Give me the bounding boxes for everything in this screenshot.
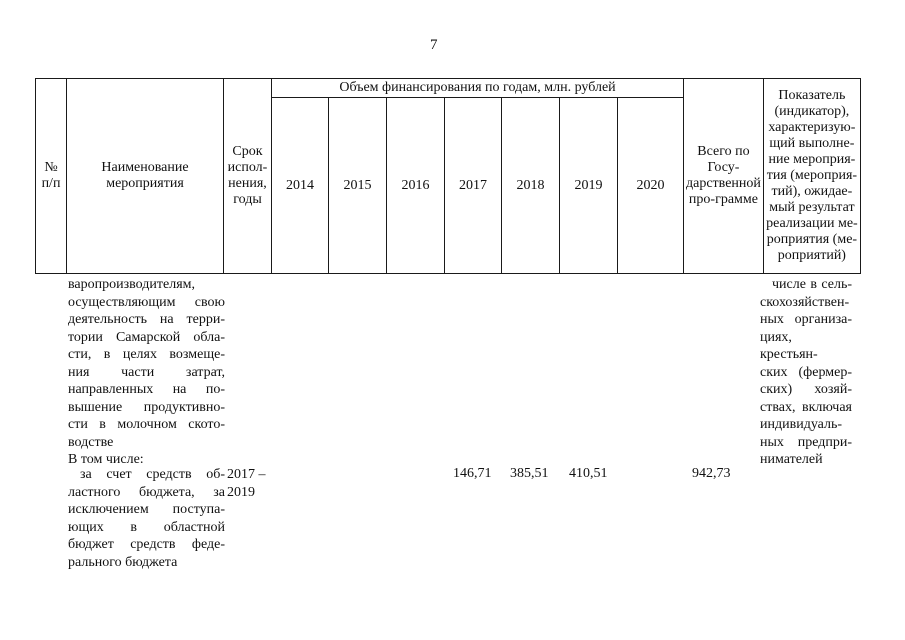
activity-line: вышение продуктивно-	[68, 399, 225, 415]
header-year: 2018	[502, 98, 560, 274]
sub-period	[227, 466, 273, 501]
indicator-line: индивидуаль-	[760, 417, 843, 432]
value-2017: 146,71	[453, 466, 492, 481]
sub-activity-line: за счет средств об-	[80, 467, 225, 482]
header-total: Всего по Госу-дарственной про-грамме	[684, 79, 764, 274]
in-that-number-label: В том числе:	[68, 452, 144, 467]
activity-line: осуществляющим свою	[68, 294, 225, 310]
indicator-line: числе в сель-	[772, 277, 852, 292]
period-line: 2017 –	[227, 467, 266, 482]
header-period: Срок испол-нения, годы	[224, 79, 272, 274]
indicator-line: нимателей	[760, 452, 823, 467]
indicator-line: ских) хозяй-	[760, 382, 852, 397]
period-line: 2019	[227, 484, 255, 500]
activity-line: ния части затрат,	[68, 364, 225, 380]
activity-line: сти в молочном ското-	[68, 417, 225, 432]
activity-line: сти, в целях возмеще-	[68, 347, 225, 362]
value-2019: 410,51	[569, 466, 608, 481]
indicator-line: ных предпри-	[760, 434, 852, 450]
header-year: 2020	[618, 98, 684, 274]
sub-activity-line: исключением поступа-	[68, 502, 225, 517]
header-year: 2014	[272, 98, 329, 274]
indicator-line: скохозяйствен-	[760, 294, 850, 310]
activity-line: варопроизводителям,	[68, 277, 195, 292]
table-header	[35, 78, 861, 274]
header-indicator: Показатель (индикатор), характеризую-щий выполне-ние мероприя-тия (мероприя-тий), ожидае-мый результат реализации ме-роприятия (ме-роприятий)	[763, 79, 860, 274]
header-funding-group: Объем финансирования по годам, млн. рублей	[272, 79, 684, 98]
sub-activity-line: ющих в областной	[68, 519, 225, 535]
sub-activity-line: рального бюджета	[68, 554, 178, 570]
sub-activity-description	[68, 466, 225, 571]
sub-activity-line: ластного бюджета, за	[68, 484, 225, 500]
value-2018: 385,51	[510, 466, 549, 481]
header-name: Наименование мероприятия	[67, 79, 224, 274]
indicator-line: ствах, включая	[760, 399, 852, 415]
activity-line: тории Самарской обла-	[68, 329, 225, 345]
header-year: 2015	[329, 98, 387, 274]
activity-description	[68, 276, 225, 469]
indicator-line: циях, крестьян-	[760, 329, 818, 362]
indicator-line: ных организа-	[760, 312, 852, 327]
page-number: 7	[430, 37, 438, 53]
header-num: № п/п	[36, 79, 67, 274]
indicator-line: ских (фермер-	[760, 364, 852, 380]
activity-line: направленных на по-	[68, 382, 225, 397]
activity-line: деятельность на терри-	[68, 312, 225, 327]
indicator-description	[760, 276, 852, 469]
sub-activity-line: бюджет средств феде-	[68, 537, 225, 552]
header-year: 2019	[560, 98, 618, 274]
activity-line: водстве	[68, 434, 114, 450]
value-total: 942,73	[692, 466, 731, 481]
header-year: 2016	[387, 98, 445, 274]
header-year: 2017	[445, 98, 502, 274]
